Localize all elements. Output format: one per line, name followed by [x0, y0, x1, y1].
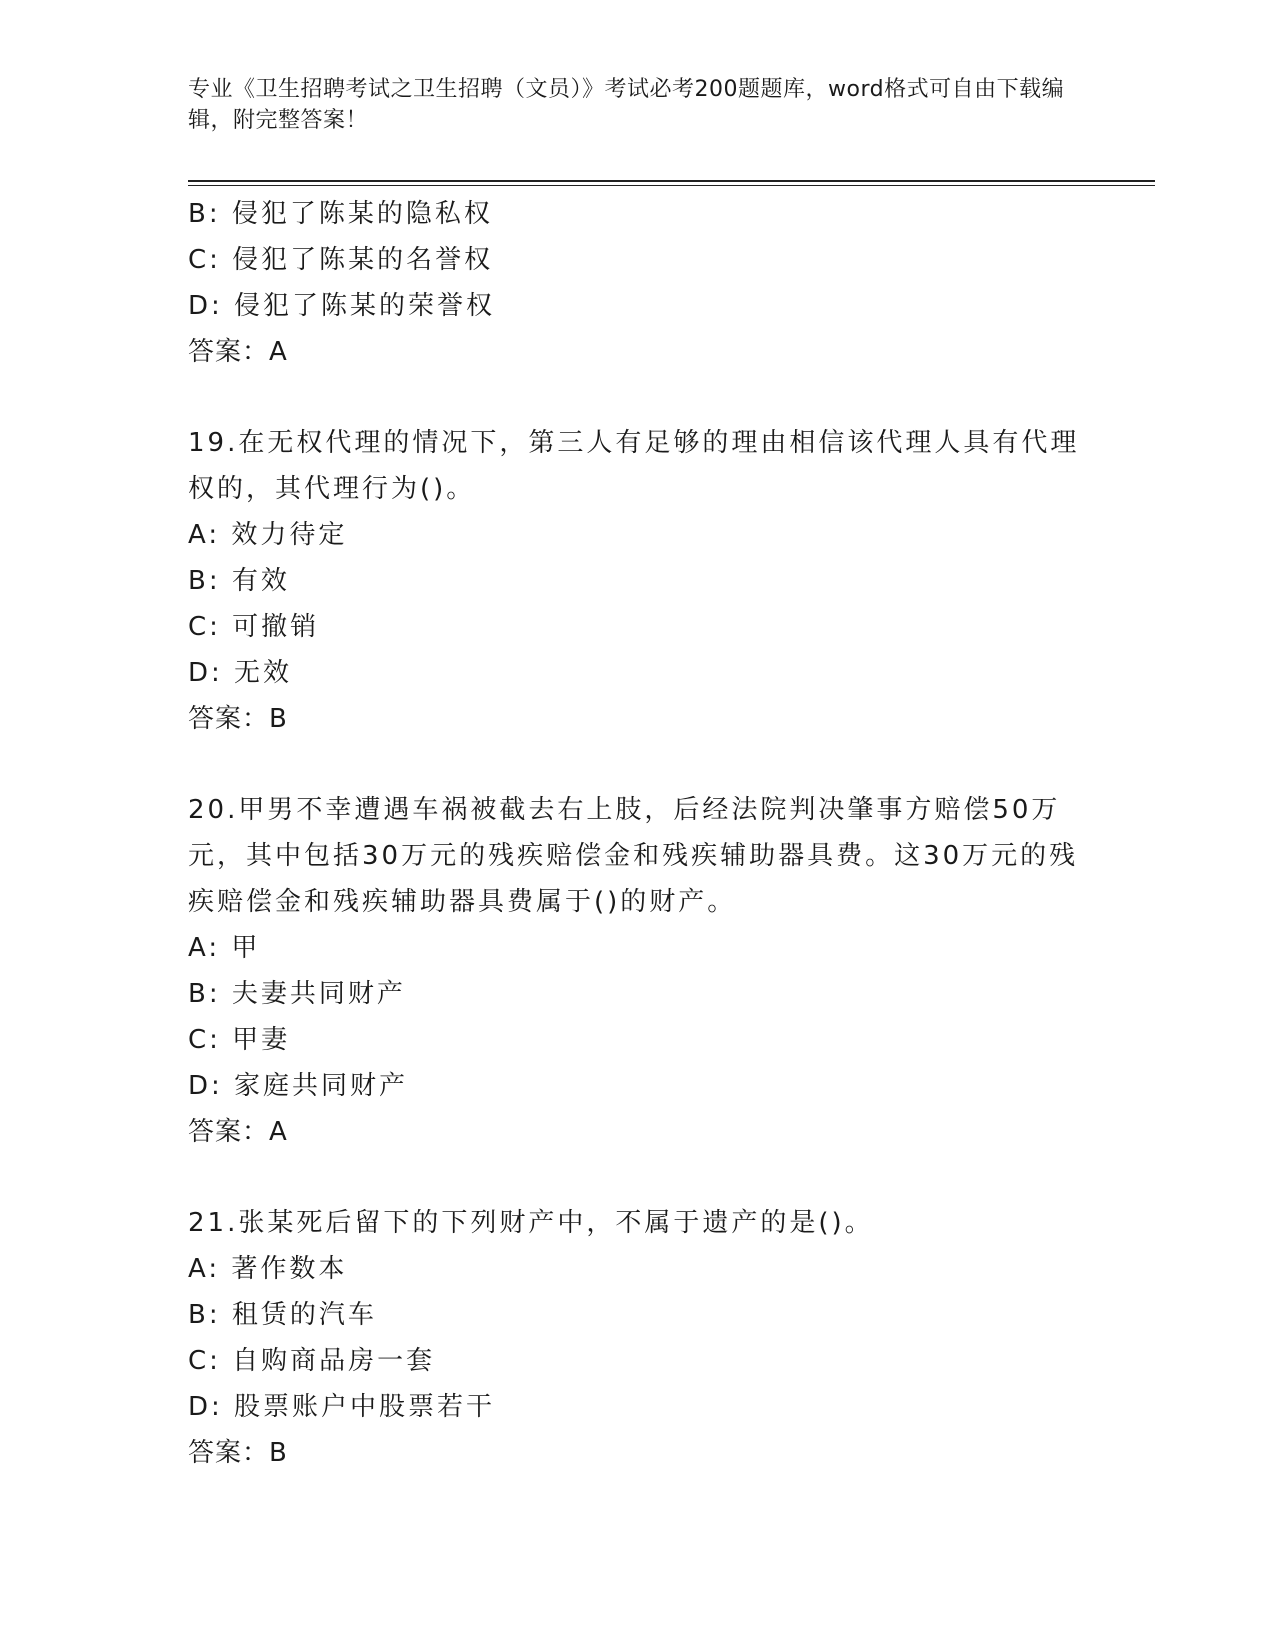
question-stem: 21.张某死后留下的下列财产中，不属于遗产的是()。 [188, 1208, 874, 1238]
option-d: D: 无效 [188, 658, 293, 688]
option-a: A: 甲 [188, 933, 261, 963]
option-d: D: 股票账户中股票若干 [188, 1392, 496, 1422]
question-stem: 20.甲男不幸遭遇车祸被截去右上肢，后经法院判决肇事方赔偿50万元，其中包括30万元的残疾赔偿金和残疾辅助器具费。这30万元的残疾赔偿金和残疾辅助器具费属于()的财产。 [188, 795, 1079, 917]
option-c: C: 自购商品房一套 [188, 1346, 436, 1376]
option-a: A: 效力待定 [188, 520, 348, 550]
answer-line: 答案：B [188, 704, 288, 734]
option-d: D: 侵犯了陈某的荣誉权 [188, 291, 496, 321]
option-a: A: 著作数本 [188, 1254, 348, 1284]
question-list [188, 191, 1088, 1476]
question-18-continued [188, 191, 1088, 375]
answer-line: 答案：A [188, 337, 288, 367]
question-stem: 19.在无权代理的情况下，第三人有足够的理由相信该代理人具有代理权的，其代理行为()。 [188, 428, 1080, 504]
header-rule-thin [188, 185, 1155, 186]
document-header: 专业《卫生招聘考试之卫生招聘（文员）》考试必考200题题库，word格式可自由下载编辑，附完整答案！ [188, 77, 1065, 133]
question-19 [188, 420, 1088, 742]
answer-line: 答案：A [188, 1117, 288, 1147]
answer-line: 答案：B [188, 1438, 288, 1468]
option-b: B: 夫妻共同财产 [188, 979, 406, 1009]
question-21 [188, 1200, 1088, 1476]
option-b: B: 租赁的汽车 [188, 1300, 377, 1330]
question-20 [188, 787, 1088, 1155]
option-c: C: 侵犯了陈某的名誉权 [188, 245, 494, 275]
option-c: C: 甲妻 [188, 1025, 291, 1055]
header-rule-thick [188, 180, 1155, 182]
option-b: B: 有效 [188, 566, 290, 596]
option-d: D: 家庭共同财产 [188, 1071, 409, 1101]
option-c: C: 可撤销 [188, 612, 320, 642]
option-b: B: 侵犯了陈某的隐私权 [188, 199, 493, 229]
